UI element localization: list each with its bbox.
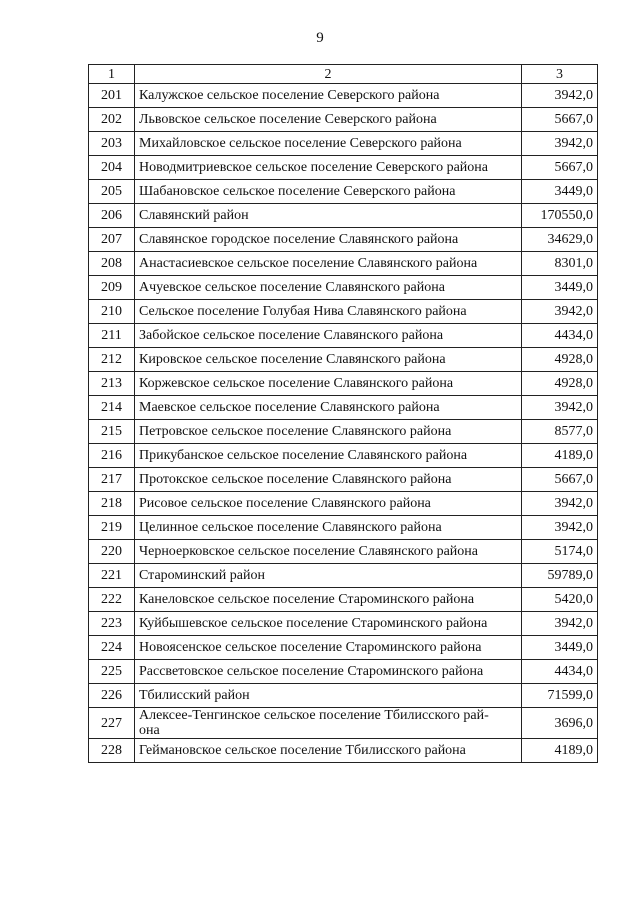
table-row [89,516,598,540]
row-number: 205 [89,180,135,204]
row-number: 216 [89,444,135,468]
table-row [89,132,598,156]
row-name: Новоясенское сельское поселение Староминского района [135,636,522,660]
row-number: 214 [89,396,135,420]
row-value: 8577,0 [522,420,598,444]
row-value: 3942,0 [522,132,598,156]
table-row [89,300,598,324]
row-name: Прикубанское сельское поселение Славянского района [135,444,522,468]
table-row [89,636,598,660]
table-row [89,540,598,564]
table-row [89,684,598,708]
row-name: Львовское сельское поселение Северского района [135,108,522,132]
row-name: Шабановское сельское поселение Северского района [135,180,522,204]
table-row [89,84,598,108]
page-number: 9 [316,30,324,46]
table-row [89,708,598,739]
table-row [89,588,598,612]
row-name: Тбилисский район [135,684,522,708]
row-number: 220 [89,540,135,564]
row-number: 213 [89,372,135,396]
row-name: Михайловское сельское поселение Северского района [135,132,522,156]
row-number: 212 [89,348,135,372]
row-value: 3449,0 [522,180,598,204]
row-number: 215 [89,420,135,444]
table-row [89,420,598,444]
table-row [89,156,598,180]
row-name: Геймановское сельское поселение Тбилисского района [135,739,522,763]
row-number: 210 [89,300,135,324]
row-number: 211 [89,324,135,348]
table-row [89,204,598,228]
row-name: Маевское сельское поселение Славянского района [135,396,522,420]
row-number: 219 [89,516,135,540]
row-name: Протокское сельское поселение Славянского района [135,468,522,492]
row-name: Куйбышевское сельское поселение Староминского района [135,612,522,636]
row-number: 204 [89,156,135,180]
row-name: Анастасиевское сельское поселение Славянского района [135,252,522,276]
row-value: 34629,0 [522,228,598,252]
row-number: 202 [89,108,135,132]
row-value: 5667,0 [522,108,598,132]
row-value: 4189,0 [522,739,598,763]
row-value: 5667,0 [522,468,598,492]
row-name: Черноерковское сельское поселение Славянского района [135,540,522,564]
row-value: 3942,0 [522,492,598,516]
row-value: 4928,0 [522,372,598,396]
header-col-3: 3 [522,65,598,84]
table-row [89,228,598,252]
row-value: 3942,0 [522,84,598,108]
table-row [89,324,598,348]
row-name: Славянское городское поселение Славянского района [135,228,522,252]
row-value: 4928,0 [522,348,598,372]
table-row [89,468,598,492]
row-name: Сельское поселение Голубая Нива Славянского района [135,300,522,324]
row-value: 3449,0 [522,276,598,300]
row-number: 206 [89,204,135,228]
row-name: Ачуевское сельское поселение Славянского района [135,276,522,300]
header-col-1: 1 [89,65,135,84]
row-name: Староминский район [135,564,522,588]
row-name: Рисовое сельское поселение Славянского района [135,492,522,516]
row-number: 228 [89,739,135,763]
table-row [89,444,598,468]
row-value: 5420,0 [522,588,598,612]
table-row [89,252,598,276]
row-value: 4434,0 [522,660,598,684]
row-name: Славянский район [135,204,522,228]
table-row [89,612,598,636]
row-value: 3696,0 [522,708,598,739]
table-row [89,660,598,684]
row-name: Новодмитриевское сельское поселение Северского района [135,156,522,180]
row-number: 221 [89,564,135,588]
row-value: 3449,0 [522,636,598,660]
table-row [89,739,598,763]
row-number: 225 [89,660,135,684]
table-row [89,276,598,300]
table-row [89,108,598,132]
row-number: 227 [89,708,135,739]
row-value: 3942,0 [522,516,598,540]
row-name: Петровское сельское поселение Славянского района [135,420,522,444]
row-name: Рассветовское сельское поселение Староминского района [135,660,522,684]
table-row [89,564,598,588]
row-number: 209 [89,276,135,300]
row-name: Целинное сельское поселение Славянского района [135,516,522,540]
table-row [89,180,598,204]
row-value: 5174,0 [522,540,598,564]
row-value: 3942,0 [522,396,598,420]
header-col-2: 2 [135,65,522,84]
row-name: Кировское сельское поселение Славянского района [135,348,522,372]
row-value: 8301,0 [522,252,598,276]
row-number: 218 [89,492,135,516]
row-value: 3942,0 [522,300,598,324]
row-value: 71599,0 [522,684,598,708]
row-number: 224 [89,636,135,660]
table-row [89,492,598,516]
row-name: Забойское сельское поселение Славянского района [135,324,522,348]
data-table [88,64,598,763]
row-value: 5667,0 [522,156,598,180]
table-row [89,372,598,396]
row-number: 217 [89,468,135,492]
row-name: Алексее-Тенгинское сельское поселение Тбилисского рай- она [135,708,522,739]
row-name: Коржевское сельское поселение Славянского района [135,372,522,396]
row-value: 3942,0 [522,612,598,636]
row-value: 4189,0 [522,444,598,468]
row-number: 208 [89,252,135,276]
table-row [89,348,598,372]
row-number: 226 [89,684,135,708]
row-number: 203 [89,132,135,156]
row-number: 222 [89,588,135,612]
row-number: 207 [89,228,135,252]
table-row [89,396,598,420]
table-header-row [89,65,598,84]
row-name: Калужское сельское поселение Северского района [135,84,522,108]
row-value: 170550,0 [522,204,598,228]
row-value: 59789,0 [522,564,598,588]
row-number: 201 [89,84,135,108]
row-number: 223 [89,612,135,636]
row-name: Канеловское сельское поселение Староминского района [135,588,522,612]
row-value: 4434,0 [522,324,598,348]
